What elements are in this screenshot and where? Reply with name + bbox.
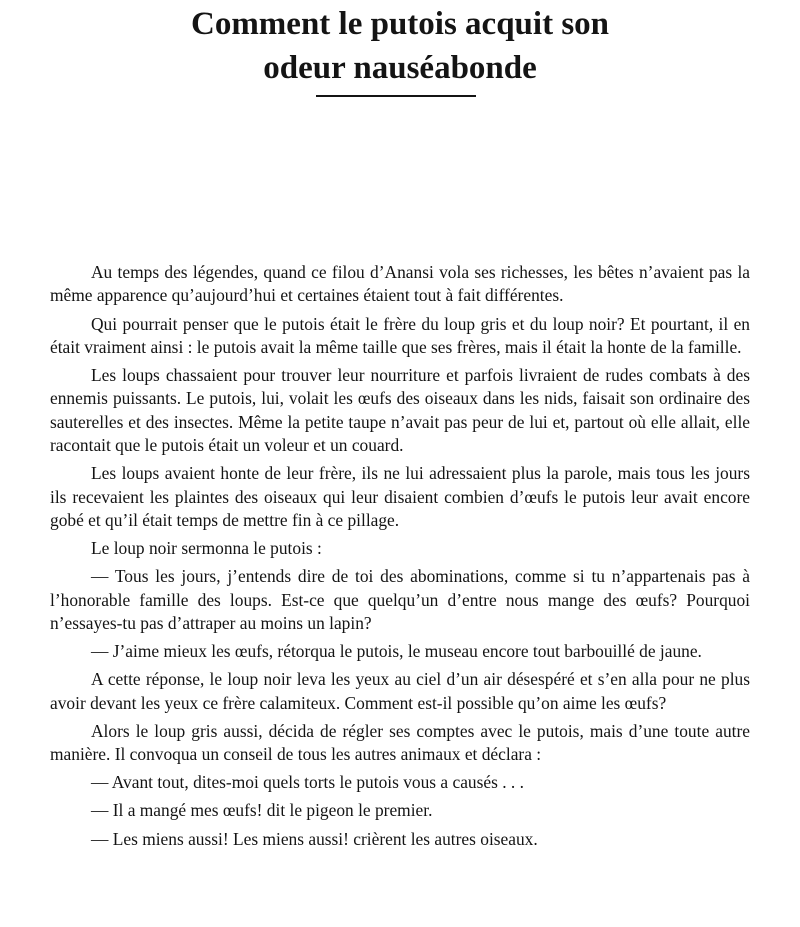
paragraph: Les loups avaient honte de leur frère, ils ne lui adressaient plus la parole, mais tous les jours ils recevaient les plaintes des oiseaux qui leur disaient combien d’œufs le putois leur avait encore gobé et qu’il était temps de mettre fin à ce pillage. xyxy=(50,463,750,531)
dialogue-paragraph: — J’aime mieux les œufs, rétorqua le putois, le museau encore tout barbouillé de jaune. xyxy=(91,641,702,662)
dialogue-paragraph: — Avant tout, dites-moi quels torts le putois vous a causés . . . xyxy=(91,772,524,793)
page-title-line-2: odeur nauséabonde xyxy=(263,50,537,86)
page-title-line-1: Comment le putois acquit son xyxy=(190,6,610,42)
paragraph: Au temps des légendes, quand ce filou d’Anansi vola ses richesses, les bêtes n’avaient pas la même apparence qu’aujourd’hui et certaines étaient tout à fait différentes. xyxy=(50,262,750,306)
story-body xyxy=(50,261,750,856)
dialogue-paragraph: — Tous les jours, j’entends dire de toi des abominations, comme si tu n’appartenais pas à l’honorable famille des loups. Est-ce que quelqu’un d’entre nous mange des œufs? Pourquoi n’essayes-tu pas d’attraper au moins un lapin? xyxy=(50,566,750,634)
paragraph: Les loups chassaient pour trouver leur nourriture et parfois livraient de rudes combats à des ennemis puissants. Le putois, lui, volait les œufs des oiseaux dans les nids, faisait son ordinaire des sauterelles et des insectes. Même la petite taupe n’avait pas peur de lui et, partout où elle allait, elle racontait que le putois était un voleur et un couard. xyxy=(50,365,750,456)
title-rule xyxy=(316,95,476,97)
paragraph: Le loup noir sermonna le putois : xyxy=(91,538,322,559)
paragraph: Qui pourrait penser que le putois était le frère du loup gris et du loup noir? Et pourtant, il en était vraiment ainsi : le putois avait la même taille que ses frères, mais il était la honte de la famille. xyxy=(50,313,750,357)
dialogue-paragraph: — Il a mangé mes œufs! dit le pigeon le premier. xyxy=(91,800,433,821)
paragraph: A cette réponse, le loup noir leva les yeux au ciel d’un air désespéré et s’en alla pour ne plus avoir devant les yeux ce frère calamiteux. Comment est-il possible qu’on aime les œufs? xyxy=(50,669,750,713)
paragraph: Alors le loup gris aussi, décida de régler ses comptes avec le putois, mais d’une toute autre manière. Il convoqua un conseil de tous les autres animaux et déclara : xyxy=(50,720,750,765)
dialogue-paragraph: — Les miens aussi! Les miens aussi! crièrent les autres oiseaux. xyxy=(91,828,538,849)
